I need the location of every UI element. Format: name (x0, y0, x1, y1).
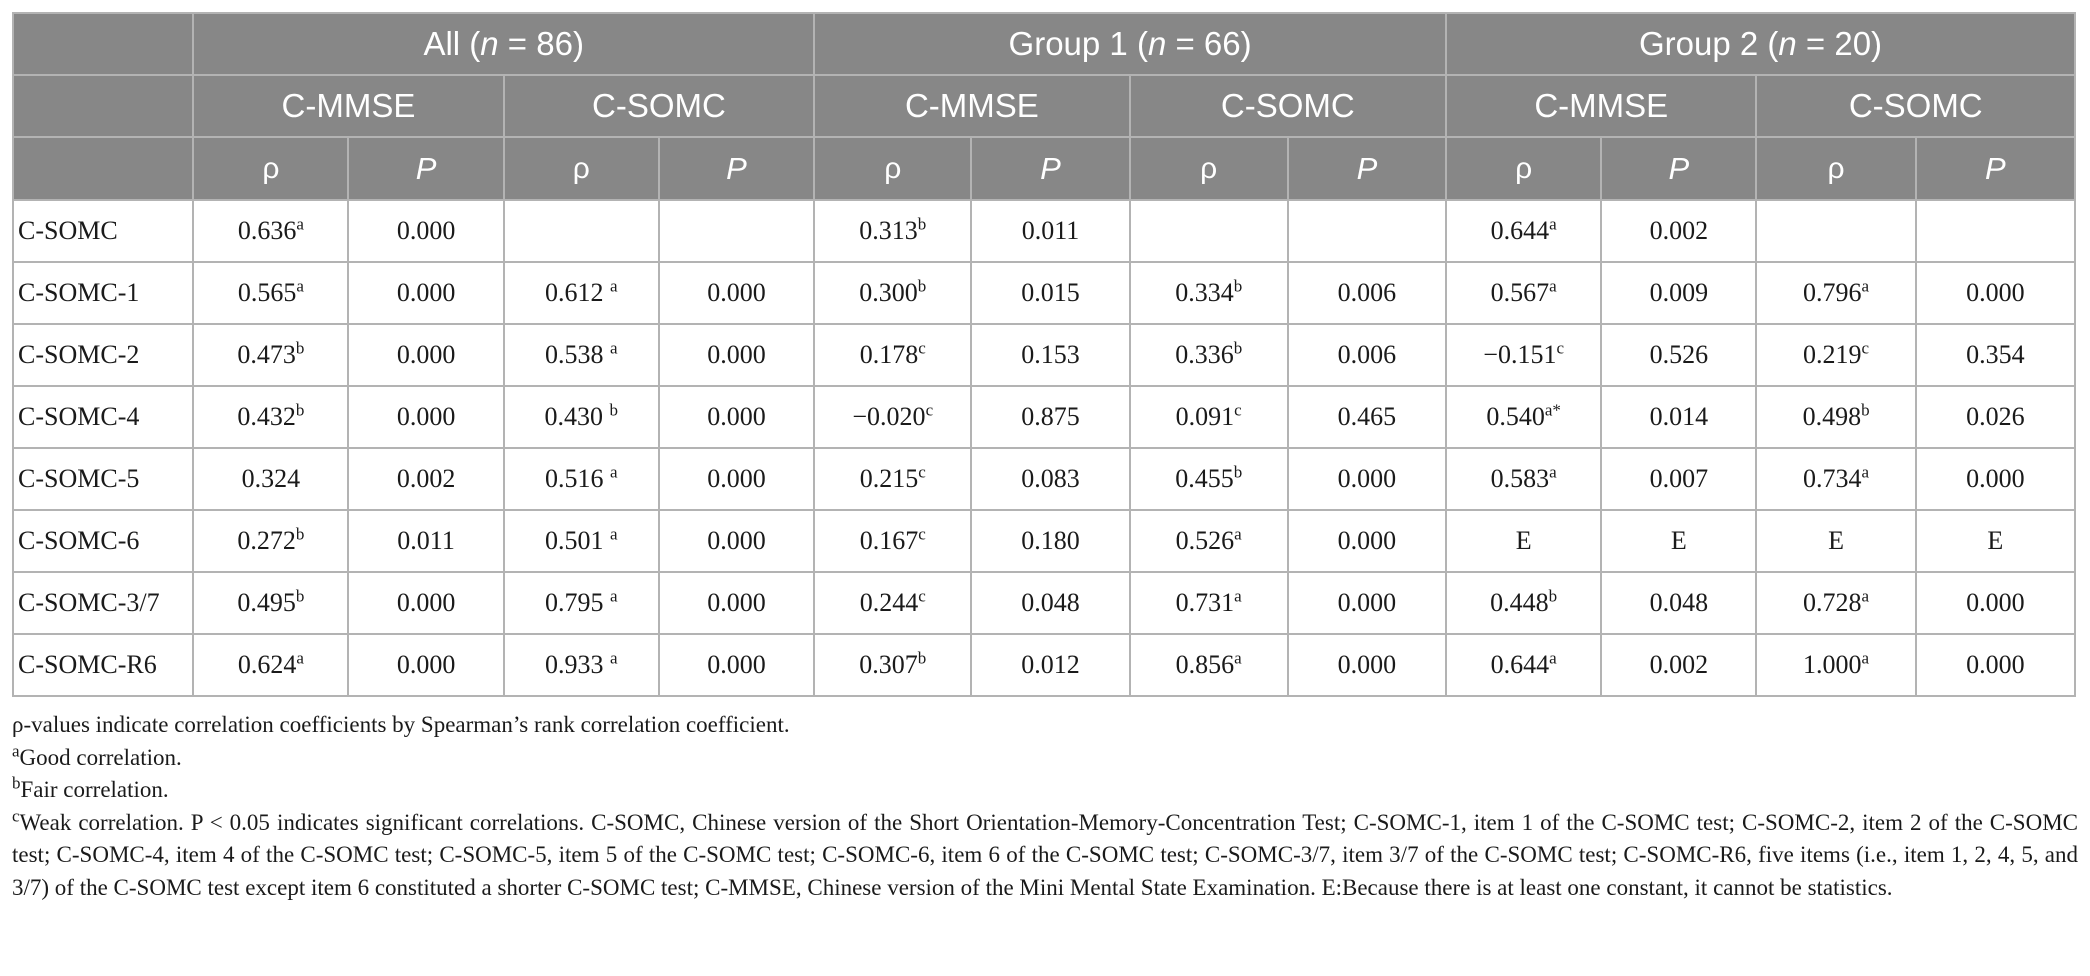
correlation-mark: b (295, 400, 305, 420)
cell-value: 0.734 (1803, 464, 1862, 493)
cell-value: 0.300 (859, 278, 918, 307)
correlation-mark: a (296, 276, 304, 296)
rho-cell (193, 572, 348, 634)
cell-value: 0.006 (1337, 278, 1397, 307)
cell-value: 0.644 (1490, 650, 1550, 679)
correlation-mark: b (295, 338, 305, 358)
p-value-cell (348, 262, 503, 324)
rho-cell (1446, 324, 1601, 386)
correlation-mark: c (1234, 400, 1242, 420)
cell-value: 0.000 (396, 340, 456, 369)
cell-value: 0.000 (1337, 526, 1397, 555)
correlation-mark: a (1861, 586, 1870, 606)
p-value-cell (971, 262, 1129, 324)
rho-cell (814, 634, 971, 696)
rho-cell (504, 448, 659, 510)
rho-cell (1446, 262, 1601, 324)
corner-cell (13, 137, 193, 200)
cell-value: 0.002 (1649, 650, 1709, 679)
rho-cell (1130, 324, 1288, 386)
cell-value: 0.624 (237, 650, 297, 679)
rho-cell (1446, 448, 1601, 510)
p-value-cell (348, 634, 503, 696)
cell-value: −0.151 (1483, 340, 1557, 369)
cell-value: 0.009 (1649, 278, 1709, 307)
row-label: C-SOMC-4 (13, 386, 193, 448)
rho-cell (1756, 262, 1915, 324)
p-value-cell (971, 324, 1129, 386)
row-label: C-SOMC-2 (13, 324, 193, 386)
rho-cell (1446, 572, 1601, 634)
cell-value: 0.178 (859, 340, 919, 369)
correlation-mark: c (918, 338, 926, 358)
rho-cell (193, 324, 348, 386)
rho-cell (1130, 572, 1288, 634)
p-value-cell (348, 572, 503, 634)
cell-value: 0.336 (1175, 340, 1234, 369)
cell-value: 0.498 (1802, 402, 1862, 431)
p-value-cell (1601, 510, 1756, 572)
correlation-mark: b (1233, 338, 1243, 358)
rho-cell (1446, 634, 1601, 696)
test-header: C-SOMC (504, 75, 814, 137)
cell-value: 0.167 (859, 526, 919, 555)
cell-value: 0.091 (1175, 402, 1235, 431)
rho-cell (814, 200, 971, 262)
rho-cell (1130, 510, 1288, 572)
cell-value: 0.011 (397, 526, 455, 555)
p-value-header: P (1916, 137, 2075, 200)
table-row (13, 634, 2075, 696)
cell-value: 0.244 (859, 588, 919, 617)
rho-cell (1130, 262, 1288, 324)
table-row (13, 324, 2075, 386)
rho-cell (504, 200, 659, 262)
p-value-cell (971, 386, 1129, 448)
cell-value: 0.048 (1021, 588, 1080, 617)
rho-cell (1130, 386, 1288, 448)
cell-value: 0.495 (237, 588, 296, 617)
cell-value: 0.612 (545, 278, 611, 307)
cell-value: 0.465 (1337, 402, 1397, 431)
correlation-mark: a (1234, 648, 1242, 668)
cell-value: 0.000 (1337, 588, 1397, 617)
correlation-mark: a (1549, 462, 1557, 482)
cell-value: 0.526 (1175, 526, 1235, 555)
p-value-cell (1916, 448, 2075, 510)
correlation-mark: a (1549, 648, 1557, 668)
p-value-cell (1916, 634, 2075, 696)
rho-cell (814, 386, 971, 448)
cell-value: 0.153 (1021, 340, 1080, 369)
p-value-cell (1601, 386, 1756, 448)
p-value-cell (1288, 510, 1446, 572)
rho-header: ρ (504, 137, 659, 200)
cell-value: 0.933 (545, 650, 611, 679)
correlation-mark: a (1234, 586, 1242, 606)
p-value-cell (1601, 634, 1756, 696)
cell-value: 0.448 (1490, 588, 1549, 617)
test-header: C-MMSE (193, 75, 503, 137)
rho-cell (504, 324, 659, 386)
correlation-mark: a (1861, 276, 1870, 296)
p-value-cell (971, 448, 1129, 510)
table-row (13, 510, 2075, 572)
p-value-cell (659, 510, 814, 572)
cell-value: 0.728 (1803, 588, 1862, 617)
table-footnotes (12, 709, 2078, 904)
correlation-mark: a (1549, 214, 1557, 234)
p-value-cell (1288, 572, 1446, 634)
rho-cell (193, 634, 348, 696)
header-row-groups (13, 13, 2075, 75)
row-label: C-SOMC-3/7 (13, 572, 193, 634)
rho-cell (814, 324, 971, 386)
cell-value: 0.000 (1966, 650, 2025, 679)
rho-header: ρ (193, 137, 348, 200)
table-figure (12, 12, 2078, 904)
cell-value: 0.000 (707, 340, 766, 369)
correlation-mark: c (1556, 338, 1564, 358)
cell-value: 0.526 (1649, 340, 1709, 369)
correlation-mark: a (610, 276, 618, 296)
test-header: C-MMSE (814, 75, 1129, 137)
correlation-mark: b (295, 524, 305, 544)
cell-value: E (1828, 526, 1845, 555)
p-value-cell (1601, 324, 1756, 386)
cell-value: 0.313 (859, 216, 918, 245)
correlation-mark: a (296, 214, 304, 234)
cell-value: 0.796 (1803, 278, 1862, 307)
footnote-rho: ρ-values indicate correlation coefficients by Spearman’s rank correlation coefficient. (12, 712, 790, 737)
p-value-header: P (348, 137, 503, 200)
correlation-mark: c (925, 400, 934, 420)
rho-header: ρ (1446, 137, 1601, 200)
p-value-header: P (659, 137, 814, 200)
rho-cell (1756, 510, 1915, 572)
cell-value: 0.430 (544, 402, 610, 431)
p-value-header: P (1288, 137, 1446, 200)
cell-value: 0.180 (1021, 526, 1080, 555)
cell-value: 0.000 (707, 464, 766, 493)
cell-value: 0.567 (1490, 278, 1550, 307)
correlation-mark: a (1549, 276, 1557, 296)
cell-value: 0.000 (1966, 464, 2025, 493)
correlation-mark: b (1233, 462, 1243, 482)
rho-cell (1446, 510, 1601, 572)
p-value-cell (659, 448, 814, 510)
p-value-cell (348, 448, 503, 510)
correlation-mark: a* (1544, 400, 1561, 420)
cell-value: 0.014 (1649, 402, 1709, 431)
p-value-cell (971, 200, 1129, 262)
correlation-mark: b (609, 400, 619, 420)
cell-value: 0.501 (545, 526, 611, 555)
cell-value: 0.000 (1337, 464, 1397, 493)
rho-cell (1130, 634, 1288, 696)
table-row (13, 262, 2075, 324)
group-header-group-1: Group 1 (n = 66) (814, 13, 1446, 75)
p-value-cell (1916, 386, 2075, 448)
p-value-cell (1288, 324, 1446, 386)
rho-header: ρ (1130, 137, 1288, 200)
footnote-b: $^b$Fair correlation. (12, 773, 169, 802)
p-value-cell (1916, 200, 2075, 262)
cell-value: 0.000 (1966, 278, 2025, 307)
cell-value: 0.015 (1021, 278, 1080, 307)
p-value-cell (1601, 262, 1756, 324)
test-header: C-SOMC (1130, 75, 1446, 137)
correlation-mark: b (1548, 586, 1558, 606)
p-value-cell (1288, 448, 1446, 510)
p-value-cell (1288, 634, 1446, 696)
p-value-cell (659, 572, 814, 634)
p-value-cell (971, 510, 1129, 572)
rho-cell (1756, 634, 1915, 696)
rho-cell (193, 386, 348, 448)
cell-value: 0.875 (1021, 402, 1080, 431)
cell-value: 0.473 (237, 340, 296, 369)
correlation-mark: b (917, 276, 927, 296)
rho-cell (1446, 386, 1601, 448)
rho-cell (504, 262, 659, 324)
cell-value: 0.219 (1803, 340, 1862, 369)
correlation-mark: c (918, 524, 926, 544)
rho-cell (1130, 448, 1288, 510)
cell-value: 0.006 (1337, 340, 1397, 369)
correlation-mark: a (610, 462, 618, 482)
table-row (13, 200, 2075, 262)
cell-value: 0.007 (1649, 464, 1709, 493)
cell-value: 0.215 (859, 464, 919, 493)
cell-value: 0.636 (237, 216, 297, 245)
rho-cell (193, 262, 348, 324)
row-label: C-SOMC-6 (13, 510, 193, 572)
cell-value: E (1670, 526, 1687, 555)
row-label: C-SOMC (13, 200, 193, 262)
correlation-mark: b (295, 586, 305, 606)
correlation-mark: a (1861, 648, 1870, 668)
correlation-mark: c (1861, 338, 1870, 358)
cell-value: 0.644 (1490, 216, 1550, 245)
p-value-cell (1601, 572, 1756, 634)
table-row (13, 448, 2075, 510)
rho-cell (1130, 200, 1288, 262)
cell-value: 0.455 (1175, 464, 1234, 493)
cell-value: 0.432 (237, 402, 296, 431)
row-label: C-SOMC-5 (13, 448, 193, 510)
cell-value: E (1515, 526, 1532, 555)
cell-value: 0.000 (1337, 650, 1397, 679)
table-row (13, 572, 2075, 634)
cell-value: 0.856 (1175, 650, 1235, 679)
correlation-mark: b (917, 648, 927, 668)
p-value-cell (659, 262, 814, 324)
p-value-cell (1288, 200, 1446, 262)
p-value-cell (348, 200, 503, 262)
cell-value: 0.000 (707, 526, 766, 555)
correlation-mark: b (1861, 400, 1870, 420)
row-label: C-SOMC-1 (13, 262, 193, 324)
cell-value: 0.000 (396, 402, 456, 431)
correlation-mark: b (917, 214, 927, 234)
p-value-cell (348, 386, 503, 448)
correlation-mark: a (610, 648, 618, 668)
cell-value: 0.002 (396, 464, 456, 493)
header-row-stats (13, 137, 2075, 200)
correlation-mark: a (296, 648, 304, 668)
table-body (13, 200, 2075, 696)
p-value-cell (1288, 386, 1446, 448)
p-value-header: P (1601, 137, 1756, 200)
cell-value: 0.731 (1175, 588, 1235, 617)
rho-cell (1756, 448, 1915, 510)
cell-value: 0.000 (396, 650, 456, 679)
correlation-mark: a (1861, 462, 1870, 482)
cell-value: 0.516 (545, 464, 611, 493)
corner-cell (13, 13, 193, 75)
cell-value: 0.012 (1021, 650, 1080, 679)
p-value-cell (1916, 324, 2075, 386)
header-row-tests (13, 75, 2075, 137)
cell-value: −0.020 (852, 402, 926, 431)
cell-value: 0.565 (237, 278, 297, 307)
cell-value: 0.583 (1490, 464, 1550, 493)
rho-cell (1756, 324, 1915, 386)
rho-cell (504, 572, 659, 634)
test-header: C-MMSE (1446, 75, 1756, 137)
p-value-cell (1288, 262, 1446, 324)
rho-cell (193, 200, 348, 262)
test-header: C-SOMC (1756, 75, 2075, 137)
cell-value: 0.048 (1649, 588, 1709, 617)
cell-value: 0.272 (237, 526, 296, 555)
cell-value: 0.000 (396, 216, 456, 245)
cell-value: 0.307 (859, 650, 918, 679)
corner-cell (13, 75, 193, 137)
correlation-mark: c (918, 586, 926, 606)
cell-value: E (1987, 526, 2004, 555)
row-label: C-SOMC-R6 (13, 634, 193, 696)
cell-value: 0.000 (396, 278, 456, 307)
cell-value: 0.354 (1966, 340, 2025, 369)
p-value-cell (971, 634, 1129, 696)
footnote-c: $^c$Weak correlation. P < 0.05 indicates significant correlations. C-SOMC, Chinese version of the Short Orientation-Memory-Concentration Test; C-SOMC-1, item 1 of the C-SOMC test; C-SOMC-2, item 2 of the C-SOMC test; C-SOMC-4, item 4 of the C-SOMC test; C-SOMC-5, item 5 of the C-SOMC test; C-SOMC-6, item 6 of the C-SOMC test; C-SOMC-3/7, item 3/7 of the C-SOMC test; C-SOMC-R6, five items (i.e., item 1, 2, 4, 5, and 3/7) of the C-SOMC test except item 6 constituted a shorter C-SOMC test; C-MMSE, Chinese version of the Mini Mental State Examination. E:Because there is at least one constant, it cannot be statistics. (12, 805, 2078, 900)
cell-value: 0.324 (241, 464, 301, 493)
correlation-mark: a (610, 338, 618, 358)
rho-cell (1756, 572, 1915, 634)
group-header-all: All (n = 86) (193, 13, 814, 75)
p-value-cell (348, 510, 503, 572)
cell-value: 0.000 (707, 402, 766, 431)
correlation-mark: a (610, 524, 618, 544)
group-header-group-2: Group 2 (n = 20) (1446, 13, 2075, 75)
p-value-cell (348, 324, 503, 386)
cell-value: 0.000 (707, 278, 766, 307)
rho-cell (814, 572, 971, 634)
rho-header: ρ (1756, 137, 1915, 200)
cell-value: 1.000 (1803, 650, 1862, 679)
correlation-mark: a (610, 586, 618, 606)
correlation-mark: a (1234, 524, 1242, 544)
cell-value: 0.795 (545, 588, 611, 617)
p-value-cell (1601, 200, 1756, 262)
rho-cell (1756, 200, 1915, 262)
cell-value: 0.538 (545, 340, 611, 369)
cell-value: 0.026 (1966, 402, 2025, 431)
rho-cell (504, 386, 659, 448)
p-value-header: P (971, 137, 1129, 200)
cell-value: 0.000 (707, 588, 766, 617)
p-value-cell (659, 200, 814, 262)
p-value-cell (1916, 572, 2075, 634)
correlation-table (12, 12, 2076, 697)
rho-cell (1446, 200, 1601, 262)
cell-value: 0.002 (1649, 216, 1709, 245)
cell-value: 0.011 (1021, 216, 1080, 245)
p-value-cell (659, 386, 814, 448)
cell-value: 0.000 (396, 588, 456, 617)
rho-cell (814, 262, 971, 324)
rho-header: ρ (814, 137, 971, 200)
rho-cell (193, 448, 348, 510)
rho-cell (504, 634, 659, 696)
rho-cell (814, 510, 971, 572)
cell-value: 0.334 (1175, 278, 1234, 307)
p-value-cell (1916, 510, 2075, 572)
rho-cell (1756, 386, 1915, 448)
p-value-cell (659, 324, 814, 386)
table-row (13, 386, 2075, 448)
footnote-a: $^a$Good correlation. (12, 740, 182, 770)
p-value-cell (1916, 262, 2075, 324)
p-value-cell (971, 572, 1129, 634)
rho-cell (504, 510, 659, 572)
cell-value: 0.540 (1486, 402, 1545, 431)
correlation-mark: c (918, 462, 926, 482)
cell-value: 0.000 (707, 650, 766, 679)
cell-value: 0.083 (1021, 464, 1080, 493)
p-value-cell (659, 634, 814, 696)
p-value-cell (1601, 448, 1756, 510)
rho-cell (193, 510, 348, 572)
cell-value: 0.000 (1966, 588, 2025, 617)
correlation-mark: b (1233, 276, 1243, 296)
rho-cell (814, 448, 971, 510)
